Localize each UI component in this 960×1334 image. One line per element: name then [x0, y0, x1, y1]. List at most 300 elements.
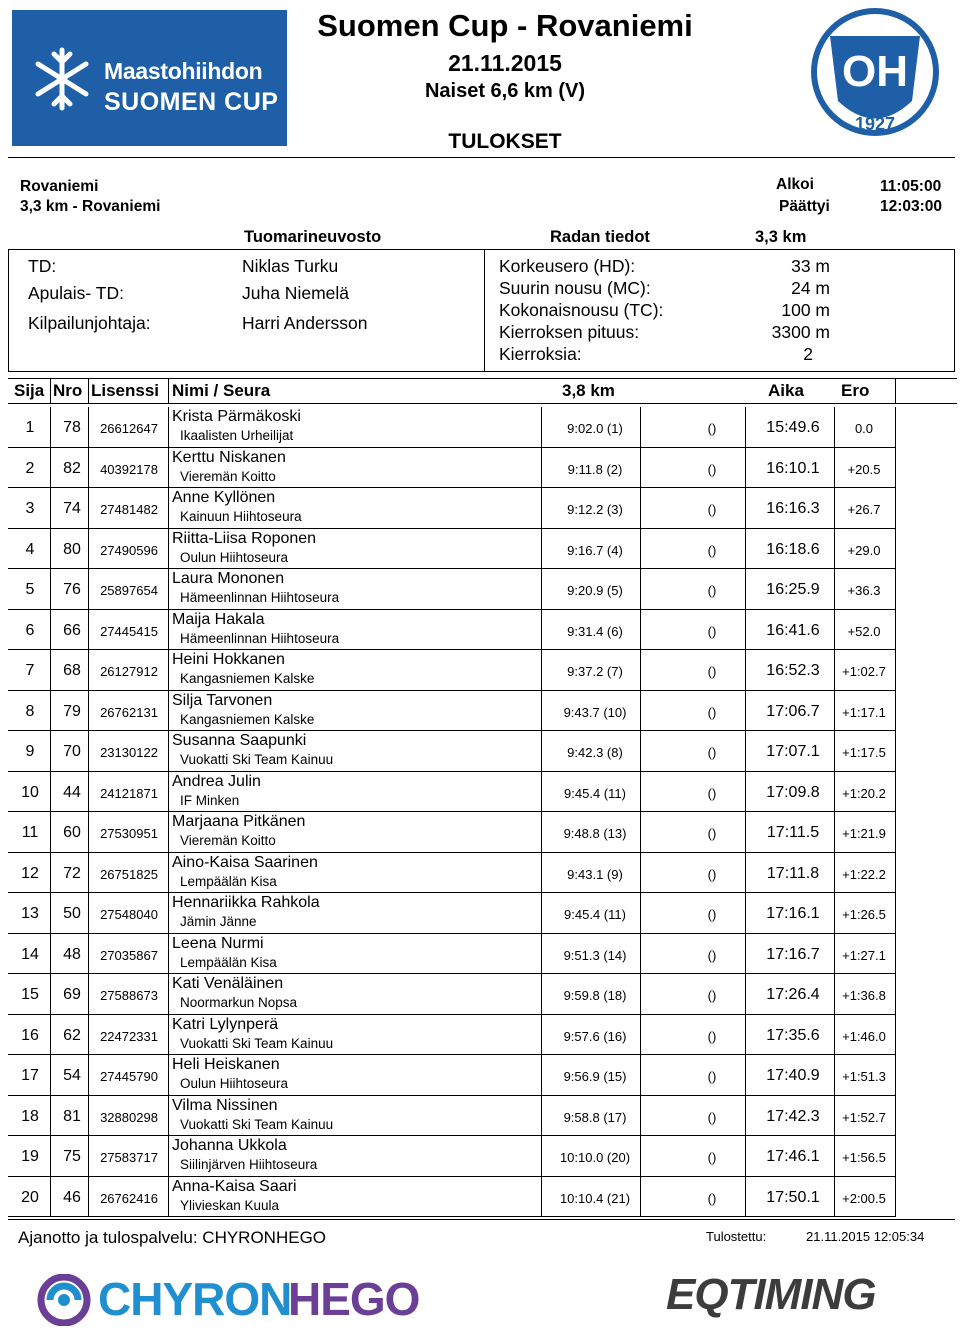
rank-cell: 14	[21, 945, 39, 963]
club-name: Lempäälän Kisa	[180, 873, 277, 889]
athlete-name: Kati Venäläinen	[172, 975, 284, 992]
split-time-cell: 9:31.4 (6)	[567, 623, 623, 639]
column-separator	[745, 650, 746, 690]
rank-cell: 4	[25, 540, 35, 558]
column-separator	[895, 731, 896, 771]
license-cell: 32880298	[100, 1109, 158, 1125]
bib-number-cell: 80	[63, 540, 81, 558]
column-separator	[640, 691, 641, 731]
rank-cell: 5	[25, 581, 35, 598]
column-separator	[50, 731, 51, 771]
finish-time-cell: 17:16.7	[766, 945, 820, 963]
time-diff-cell: +52.0	[847, 623, 881, 639]
time-diff-cell: +1:17.5	[842, 745, 886, 760]
rank-cell: 17	[21, 1067, 39, 1084]
column-separator	[745, 569, 746, 609]
column-separator	[745, 1096, 746, 1136]
club-name: Ikaalisten Urheilijat	[180, 428, 294, 443]
logo-left-line1: Maastohiihdon	[104, 58, 263, 84]
license-cell: 27490596	[100, 542, 158, 558]
course-value: 33 m	[791, 256, 830, 276]
club-name: Vieremän Koitto	[180, 468, 276, 484]
hego-text: HEGO	[288, 1273, 420, 1325]
column-separator	[895, 569, 896, 609]
bib-number-cell: 72	[63, 864, 81, 882]
row-separator	[8, 487, 896, 488]
column-separator	[541, 1096, 542, 1136]
time-diff-cell: +1:36.8	[842, 988, 886, 1003]
row-separator	[8, 730, 896, 731]
column-separator	[834, 853, 835, 893]
rank-cell: 16	[21, 1026, 39, 1044]
license-cell: 27445790	[100, 1069, 158, 1084]
column-separator	[834, 529, 835, 569]
row-separator	[8, 609, 896, 610]
athlete-name: Aino-Kaisa Saarinen	[172, 853, 318, 871]
club-name: Hämeenlinnan Hiihtoseura	[180, 590, 340, 605]
split-time-cell: 9:57.6 (16)	[563, 1028, 627, 1044]
club-name: Lempäälän Kisa	[180, 954, 277, 970]
rank-cell: 7	[25, 662, 35, 679]
column-separator	[88, 772, 89, 812]
column-separator	[895, 529, 896, 569]
column-separator	[834, 934, 835, 974]
row-separator	[8, 771, 896, 772]
column-separator	[640, 488, 641, 528]
column-separator	[168, 1096, 169, 1136]
column-separator	[745, 448, 746, 488]
club-name: Ylivieskan Kuula	[180, 1197, 280, 1213]
finish-time-cell: 16:25.9	[766, 581, 820, 598]
row-separator	[8, 933, 896, 934]
header-column-separator	[88, 379, 89, 403]
column-separator	[834, 1015, 835, 1055]
column-separator	[541, 731, 542, 771]
split-extra-cell: ()	[707, 785, 717, 801]
split-time-cell: 9:56.9 (15)	[563, 1069, 627, 1084]
club-name: Hämeenlinnan Hiihtoseura	[180, 630, 340, 646]
athlete-name: Andrea Julin	[172, 772, 261, 790]
svg-text:OH: OH	[842, 47, 908, 96]
column-separator	[541, 1136, 542, 1176]
column-separator	[640, 974, 641, 1014]
time-diff-cell: +26.7	[847, 502, 881, 517]
start-label: Alkoi	[776, 176, 814, 193]
bib-number-cell: 69	[63, 986, 81, 1003]
split-extra-cell: ()	[707, 583, 717, 598]
row-separator	[8, 811, 896, 812]
column-separator	[834, 407, 835, 447]
column-separator	[640, 1177, 641, 1217]
split-time-cell: 9:45.4 (11)	[564, 907, 626, 922]
split-extra-cell: ()	[707, 421, 717, 436]
chyron-text: CHYRON	[98, 1273, 292, 1325]
bib-number-cell: 54	[63, 1067, 81, 1084]
column-separator	[541, 407, 542, 447]
row-separator	[8, 1095, 896, 1096]
course-label: Suurin nousu (MC):	[499, 278, 651, 298]
column-separator	[745, 407, 746, 447]
column-separator	[834, 569, 835, 609]
course-label: Korkeusero (HD):	[499, 256, 636, 276]
split-extra-cell: ()	[707, 623, 717, 639]
footer-divider	[8, 1219, 955, 1220]
column-separator	[895, 1015, 896, 1055]
column-separator	[168, 853, 169, 893]
club-name: Siilinjärven Hiihtoseura	[180, 1157, 318, 1172]
column-separator	[640, 1015, 641, 1055]
bib-number-cell: 79	[63, 702, 81, 720]
column-separator	[88, 1177, 89, 1217]
oh-shield-icon	[808, 6, 942, 144]
table-header-top-border	[8, 378, 957, 379]
split-extra-cell: ()	[707, 704, 717, 720]
column-separator	[640, 812, 641, 852]
column-separator	[50, 448, 51, 488]
header-column-separator	[168, 379, 169, 403]
column-separator	[541, 853, 542, 893]
bib-number-cell: 62	[63, 1026, 81, 1044]
column-separator	[168, 407, 169, 447]
column-separator	[541, 934, 542, 974]
column-separator	[168, 772, 169, 812]
row-separator	[8, 528, 896, 529]
split-time-cell: 9:48.8 (13)	[563, 826, 627, 841]
split-extra-cell: ()	[707, 745, 717, 760]
column-separator	[168, 650, 169, 690]
column-separator	[895, 650, 896, 690]
time-diff-cell: +2:00.5	[842, 1190, 886, 1206]
column-separator	[88, 934, 89, 974]
license-cell: 26751825	[100, 866, 158, 882]
col-header-license: Lisenssi	[91, 381, 160, 400]
split-extra-cell: ()	[707, 826, 717, 841]
athlete-name: Silja Tarvonen	[172, 691, 273, 709]
column-separator	[50, 853, 51, 893]
column-separator	[640, 448, 641, 488]
column-separator	[88, 1136, 89, 1176]
license-cell: 26762416	[100, 1190, 158, 1206]
bib-number-cell: 48	[63, 945, 81, 963]
column-separator	[168, 1177, 169, 1217]
course-heading-value: 3,3 km	[755, 228, 807, 246]
column-separator	[50, 1055, 51, 1095]
row-separator	[8, 649, 896, 650]
column-separator	[541, 691, 542, 731]
athlete-name: Heli Heiskanen	[172, 1056, 280, 1073]
row-separator	[8, 1054, 896, 1055]
row-separator	[8, 1176, 896, 1177]
bib-number-cell: 68	[63, 662, 81, 679]
finish-time-cell: 17:09.8	[766, 783, 820, 801]
column-separator	[50, 1177, 51, 1217]
end-time: 12:03:00	[880, 198, 943, 215]
column-separator	[834, 448, 835, 488]
bib-number-cell: 78	[63, 419, 81, 436]
column-separator	[640, 529, 641, 569]
row-separator	[8, 1014, 896, 1015]
col-header-diff: Ero	[841, 381, 870, 400]
finish-time-cell: 17:11.8	[766, 864, 820, 882]
finish-time-cell: 17:35.6	[766, 1026, 820, 1044]
course-heading: Radan tiedot	[550, 228, 650, 246]
time-diff-cell: +36.3	[847, 583, 881, 598]
event-date: 21.11.2015	[448, 50, 562, 76]
column-separator	[895, 893, 896, 933]
column-separator	[834, 488, 835, 528]
column-separator	[640, 407, 641, 447]
time-diff-cell: +1:22.2	[842, 866, 886, 882]
column-separator	[834, 1055, 835, 1095]
club-name: Oulun Hiihtoseura	[180, 1076, 289, 1091]
col-header-name-club: Nimi / Seura	[172, 381, 271, 400]
license-cell: 27588673	[100, 988, 158, 1003]
split-time-cell: 9:43.1 (9)	[567, 866, 623, 882]
column-separator	[50, 488, 51, 528]
column-separator	[541, 448, 542, 488]
course-value: 3300 m	[771, 322, 830, 342]
eq-logo-text: EQTIMING	[666, 1270, 876, 1319]
row-separator	[8, 568, 896, 569]
time-diff-cell: +1:56.5	[842, 1150, 886, 1165]
athlete-name: Anna-Kaisa Saari	[172, 1177, 297, 1195]
column-separator	[745, 488, 746, 528]
athlete-name: Anne Kyllönen	[172, 489, 276, 506]
column-separator	[88, 1055, 89, 1095]
time-diff-cell: +1:51.3	[842, 1069, 886, 1084]
column-separator	[745, 772, 746, 812]
athlete-name: Hennariikka Rahkola	[172, 894, 320, 911]
column-separator	[50, 934, 51, 974]
split-extra-cell: ()	[707, 1069, 717, 1084]
athlete-name: Susanna Saapunki	[172, 732, 307, 749]
maastohiihdon-suomen-cup-logo	[12, 10, 287, 146]
bib-number-cell: 82	[63, 459, 81, 477]
row-separator	[8, 1216, 896, 1217]
column-separator	[895, 812, 896, 852]
row-separator	[8, 1135, 896, 1136]
column-separator	[834, 893, 835, 933]
column-separator	[168, 610, 169, 650]
column-separator	[168, 974, 169, 1014]
split-extra-cell: ()	[707, 502, 717, 517]
column-separator	[834, 691, 835, 731]
athlete-name: Johanna Ukkola	[172, 1137, 287, 1154]
course-label: Kierroksen pituus:	[499, 322, 640, 342]
column-separator	[895, 448, 896, 488]
bib-number-cell: 81	[63, 1107, 81, 1125]
license-cell: 22472331	[100, 1028, 158, 1044]
license-cell: 26762131	[100, 704, 158, 720]
column-separator	[88, 1015, 89, 1055]
column-separator	[640, 650, 641, 690]
bib-number-cell: 70	[63, 743, 81, 760]
row-separator	[8, 690, 896, 691]
club-name: Vuokatti Ski Team Kainuu	[180, 752, 334, 767]
column-separator	[895, 1055, 896, 1095]
finish-time-cell: 17:07.1	[766, 743, 820, 760]
split-time-cell: 9:51.3 (14)	[563, 947, 627, 963]
table-header-bottom-border	[8, 403, 957, 404]
license-cell: 27445415	[100, 623, 158, 639]
column-separator	[834, 974, 835, 1014]
time-diff-cell: +29.0	[847, 542, 881, 558]
header-column-separator	[50, 379, 51, 403]
bib-number-cell: 76	[63, 581, 81, 598]
column-separator	[895, 853, 896, 893]
column-separator	[895, 772, 896, 812]
column-separator	[541, 610, 542, 650]
end-label: Päättyi	[779, 198, 830, 215]
time-diff-cell: +1:20.2	[842, 785, 886, 801]
split-extra-cell: ()	[707, 866, 717, 882]
split-time-cell: 9:58.8 (17)	[563, 1109, 627, 1125]
bib-number-cell: 44	[63, 783, 81, 801]
start-time: 11:05:00	[880, 178, 942, 195]
jury-value: Juha Niemelä	[242, 283, 349, 303]
club-name: IF Minken	[180, 792, 240, 808]
page-title: Suomen Cup - Rovaniemi	[317, 8, 693, 43]
athlete-name: Laura Mononen	[172, 570, 285, 587]
club-name: Jämin Jänne	[180, 914, 257, 929]
column-separator	[541, 488, 542, 528]
time-diff-cell: +20.5	[847, 461, 881, 477]
club-name: Vieremän Koitto	[180, 833, 276, 848]
column-separator	[168, 448, 169, 488]
column-separator	[541, 1055, 542, 1095]
column-separator	[541, 893, 542, 933]
column-separator	[50, 650, 51, 690]
finish-time-cell: 16:16.3	[766, 500, 820, 517]
license-cell: 26612647	[100, 421, 158, 436]
rank-cell: 11	[21, 824, 39, 841]
jury-value: Harri Andersson	[242, 313, 368, 333]
column-separator	[168, 1136, 169, 1176]
column-separator	[640, 893, 641, 933]
split-time-cell: 9:16.7 (4)	[567, 542, 623, 558]
split-time-cell: 10:10.4 (21)	[559, 1190, 631, 1206]
column-separator	[640, 1055, 641, 1095]
athlete-name: Marjaana Pitkänen	[172, 813, 306, 830]
column-separator	[50, 610, 51, 650]
column-separator	[88, 650, 89, 690]
finish-time-cell: 17:50.1	[766, 1188, 820, 1206]
column-separator	[88, 610, 89, 650]
column-separator	[50, 691, 51, 731]
athlete-name: Maija Hakala	[172, 610, 265, 628]
column-separator	[895, 691, 896, 731]
column-separator	[50, 407, 51, 447]
rank-cell: 10	[21, 783, 39, 801]
bib-number-cell: 60	[63, 824, 81, 841]
course-value: 100 m	[781, 300, 830, 320]
time-diff-cell: +1:52.7	[842, 1109, 886, 1125]
athlete-name: Leena Nurmi	[172, 934, 264, 952]
bib-number-cell: 46	[63, 1188, 81, 1206]
athlete-name: Katri Lylynperä	[172, 1015, 279, 1033]
column-separator	[834, 731, 835, 771]
column-separator	[640, 853, 641, 893]
jury-label: Kilpailunjohtaja:	[28, 313, 151, 333]
column-separator	[745, 529, 746, 569]
rank-cell: 13	[21, 905, 39, 922]
row-separator	[8, 892, 896, 893]
column-separator	[88, 974, 89, 1014]
column-separator	[50, 893, 51, 933]
column-separator	[895, 1096, 896, 1136]
bib-number-cell: 66	[63, 621, 81, 639]
column-separator	[50, 1096, 51, 1136]
split-time-cell: 9:42.3 (8)	[567, 745, 623, 760]
split-extra-cell: ()	[707, 1109, 717, 1125]
chyronhego-logo	[36, 1270, 436, 1330]
column-separator	[640, 1096, 641, 1136]
course-label: Kierroksia:	[499, 344, 582, 364]
column-separator	[834, 772, 835, 812]
column-separator	[745, 1055, 746, 1095]
column-separator	[88, 853, 89, 893]
column-separator	[168, 1015, 169, 1055]
logo-left-line2: SUOMEN CUP	[104, 88, 279, 116]
column-separator	[745, 691, 746, 731]
finish-time-cell: 17:46.1	[766, 1148, 820, 1165]
rank-cell: 18	[21, 1107, 39, 1125]
column-separator	[834, 1096, 835, 1136]
finish-time-cell: 17:40.9	[766, 1067, 820, 1084]
split-extra-cell: ()	[707, 907, 717, 922]
rank-cell: 3	[25, 500, 35, 517]
column-separator	[541, 812, 542, 852]
time-diff-cell: +1:46.0	[842, 1028, 886, 1044]
club-name: Noormarkun Nopsa	[180, 995, 298, 1010]
column-separator	[168, 1055, 169, 1095]
column-separator	[834, 812, 835, 852]
column-separator	[895, 1177, 896, 1217]
column-separator	[745, 893, 746, 933]
jury-heading: Tuomarineuvosto	[244, 228, 382, 246]
column-separator	[541, 974, 542, 1014]
split-time-cell: 9:37.2 (7)	[567, 664, 623, 679]
athlete-name: Heini Hokkanen	[172, 651, 285, 668]
event-name: Naiset 6,6 km (V)	[424, 80, 586, 102]
column-separator	[88, 488, 89, 528]
column-separator	[88, 731, 89, 771]
column-separator	[640, 731, 641, 771]
printed-timestamp: 21.11.2015 12:05:34	[806, 1229, 925, 1244]
split-extra-cell: ()	[707, 542, 717, 558]
column-separator	[834, 610, 835, 650]
finish-time-cell: 15:49.6	[766, 419, 820, 436]
row-separator	[8, 973, 896, 974]
time-diff-cell: +1:26.5	[842, 907, 886, 922]
printed-label: Tulostettu:	[706, 1229, 767, 1244]
column-separator	[640, 610, 641, 650]
course-label: Kokonaisnousu (TC):	[499, 300, 664, 320]
rank-cell: 20	[21, 1188, 39, 1206]
column-separator	[895, 488, 896, 528]
rank-cell: 1	[25, 419, 35, 436]
jury-label: TD:	[28, 256, 57, 276]
column-separator	[168, 893, 169, 933]
column-separator	[834, 1136, 835, 1176]
split-extra-cell: ()	[707, 1190, 717, 1206]
column-separator	[745, 812, 746, 852]
jury-label: Apulais- TD:	[28, 283, 124, 303]
column-separator	[640, 934, 641, 974]
column-separator	[745, 853, 746, 893]
column-separator	[50, 812, 51, 852]
split-time-cell: 9:45.4 (11)	[564, 785, 626, 801]
